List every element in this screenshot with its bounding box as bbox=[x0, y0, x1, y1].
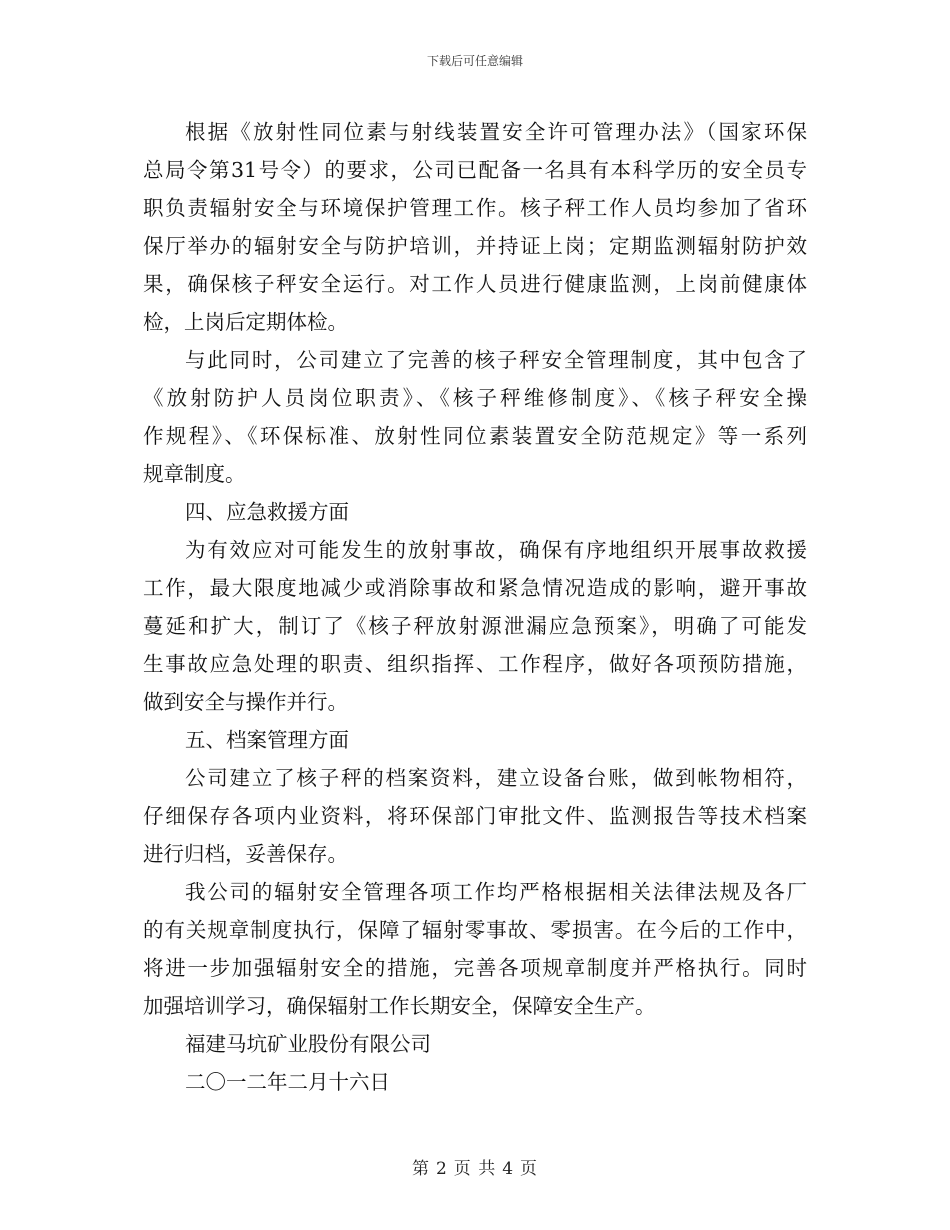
document-body bbox=[143, 113, 807, 1101]
footer-prefix: 第 bbox=[411, 1159, 430, 1179]
section-heading bbox=[143, 721, 807, 759]
text-line: 作规程》、《环保标准、放射性同位素装置安全防范规定》等一系列 bbox=[143, 424, 807, 448]
footer-middle: 页 共 bbox=[453, 1159, 497, 1179]
text-line: 将进一步加强辐射安全的措施，完善各项规章制度并严格执行。同时 bbox=[143, 956, 807, 980]
text-line: 生事故应急处理的职责、组织指挥、工作程序，做好各项预防措施， bbox=[143, 652, 807, 676]
text-line: 加强培训学习，确保辐射工作长期安全，保障安全生产。 bbox=[143, 994, 656, 1018]
text-line: 总局令第31号令）的要求，公司已配备一名具有本科学历的安全员专 bbox=[143, 158, 807, 182]
text-line: 根据《放射性同位素与射线装置安全许可管理办法》（国家环保 bbox=[185, 120, 807, 144]
footer-suffix: 页 bbox=[520, 1159, 539, 1179]
page-footer bbox=[0, 1154, 950, 1179]
paragraph bbox=[143, 113, 807, 341]
footer-page-number: 2 bbox=[435, 1159, 448, 1179]
text-line: 《放射防护人员岗位职责》、《核子秤维修制度》、《核子秤安全操 bbox=[143, 386, 807, 410]
text-line: 职负责辐射安全与环境保护管理工作。核子秤工作人员均参加了省环 bbox=[143, 196, 807, 220]
text-line: 二〇一二年二月十六日 bbox=[185, 1070, 390, 1094]
text-line: 的有关规章制度执行，保障了辐射零事故、零损害。在今后的工作中， bbox=[143, 918, 807, 942]
text-line: 工作，最大限度地减少或消除事故和紧急情况造成的影响，避开事故 bbox=[143, 576, 807, 600]
text-line: 做到安全与操作并行。 bbox=[143, 690, 348, 714]
text-line: 我公司的辐射安全管理各项工作均严格根据相关法律法规及各厂 bbox=[185, 880, 807, 904]
text-line: 四、应急救援方面 bbox=[185, 500, 349, 524]
header-note: 下载后可任意编辑 bbox=[426, 54, 523, 68]
paragraph bbox=[143, 873, 807, 1025]
text-line: 公司建立了核子秤的档案资料，建立设备台账，做到帐物相符， bbox=[185, 766, 807, 790]
text-line: 检，上岗后定期体检。 bbox=[143, 310, 348, 334]
signature-line bbox=[143, 1063, 807, 1101]
text-line: 规章制度。 bbox=[143, 462, 246, 486]
paragraph bbox=[143, 759, 807, 873]
signature-line bbox=[143, 1025, 807, 1063]
text-line: 蔓延和扩大，制订了《核子秤放射源泄漏应急预案》，明确了可能发 bbox=[143, 614, 807, 638]
text-line: 保厅举办的辐射安全与防护培训，并持证上岗；定期监测辐射防护效 bbox=[143, 234, 807, 258]
text-line: 为有效应对可能发生的放射事故，确保有序地组织开展事故救援 bbox=[185, 538, 807, 562]
footer-total-pages: 4 bbox=[502, 1159, 515, 1179]
section-heading bbox=[143, 493, 807, 531]
paragraph bbox=[143, 531, 807, 721]
text-line: 五、档案管理方面 bbox=[185, 728, 349, 752]
text-line: 仔细保存各项内业资料，将环保部门审批文件、监测报告等技术档案 bbox=[143, 804, 807, 828]
text-line: 进行归档，妥善保存。 bbox=[143, 842, 348, 866]
text-line: 果，确保核子秤安全运行。对工作人员进行健康监测，上岗前健康体 bbox=[143, 272, 807, 296]
text-line: 福建马坑矿业股份有限公司 bbox=[185, 1032, 431, 1056]
paragraph bbox=[143, 341, 807, 493]
text-line: 与此同时，公司建立了完善的核子秤安全管理制度，其中包含了 bbox=[185, 348, 807, 372]
